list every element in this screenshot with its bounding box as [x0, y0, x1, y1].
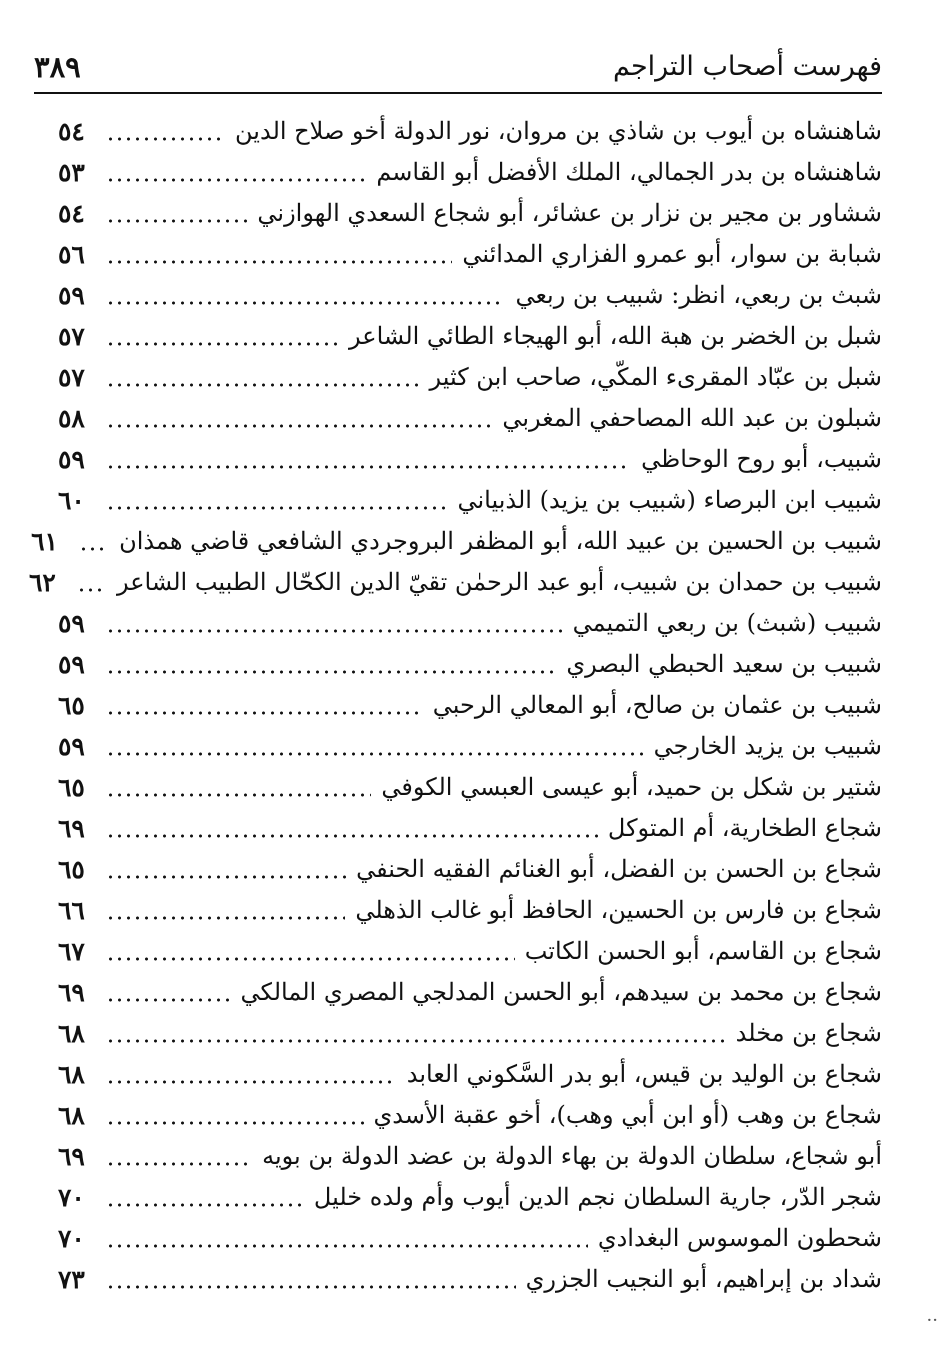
dot-leader: [106, 1282, 516, 1292]
entry-name: شبيب (شبث) بن ربعي التميمي: [572, 609, 882, 637]
entry-name: شبيب بن عثمان بن صالح، أبو المعالي الرحبي: [432, 691, 882, 719]
entry-page-number: ٥٨: [58, 404, 85, 433]
entry-page-number: ٦٨: [58, 1101, 85, 1130]
entry-name: شبث بن ربعي، انظر: شبيب بن ربعي: [515, 281, 882, 309]
index-entry: [58, 972, 882, 1013]
entry-name: شجر الدّر، جارية السلطان نجم الدين أيوب وأم ولده خليل: [313, 1183, 882, 1211]
dot-leader: [106, 1118, 364, 1128]
entry-page-number: ٦٨: [58, 1019, 85, 1048]
index-entry: [58, 1218, 882, 1259]
index-entry: [58, 111, 882, 152]
index-entry: [58, 890, 882, 931]
entry-name: شاهنشاه بن أيوب بن شاذي بن مروان، نور الدولة أخو صلاح الدين: [235, 117, 882, 145]
index-entry: [58, 931, 882, 972]
index-entry: [58, 316, 882, 357]
index-list: [28, 111, 882, 1300]
entry-page-number: ٥٩: [58, 281, 85, 310]
entry-page-number: ٥٤: [58, 117, 85, 146]
entry-page-number: ٥٧: [58, 363, 85, 392]
entry-page-number: ٦٩: [58, 978, 85, 1007]
entry-page-number: ٦٥: [58, 855, 85, 884]
entry-name: شبل بن الخضر بن هبة الله، أبو الهيجاء الطائي الشاعر: [349, 322, 882, 350]
entry-name: شبيب ابن البرصاء (شبيب بن يزيد) الذبياني: [457, 486, 882, 514]
entry-page-number: ٦٧: [58, 937, 85, 966]
dot-leader: [106, 462, 631, 472]
entry-page-number: ٧٠: [58, 1224, 85, 1253]
page-header: [34, 40, 882, 94]
dot-leader: [106, 749, 644, 759]
entry-name: شبل بن عبّاد المقرىء المكّي، صاحب ابن كثير: [429, 363, 882, 391]
dot-leader: [106, 1241, 588, 1251]
index-entry: [58, 193, 882, 234]
entry-page-number: ٦١: [31, 527, 58, 556]
running-title: فهرست أصحاب التراجم: [613, 51, 882, 82]
entry-name: أبو شجاع، سلطان الدولة بن بهاء الدولة بن عضد الدولة بن بويه: [262, 1142, 882, 1170]
entry-page-number: ٧٣: [58, 1265, 85, 1294]
entry-page-number: ٦٩: [58, 1142, 85, 1171]
dot-leader: [106, 831, 598, 841]
entry-name: شبيب بن يزيد الخارجي: [653, 732, 882, 760]
entry-page-number: ٦٨: [58, 1060, 85, 1089]
index-entry: [58, 1177, 882, 1218]
entry-page-number: ٥٩: [58, 609, 85, 638]
index-entry: [58, 726, 882, 767]
index-entry: [58, 1013, 882, 1054]
index-entry: [58, 1136, 882, 1177]
entry-page-number: ٥٩: [58, 650, 85, 679]
index-entry: [58, 767, 882, 808]
entry-page-number: ٦٢: [28, 568, 56, 597]
dot-leader: [106, 626, 563, 636]
index-entry: [58, 1095, 882, 1136]
dot-leader: [79, 544, 109, 554]
dot-leader: [106, 872, 346, 882]
dot-leader: [106, 954, 515, 964]
entry-page-number: ٥٧: [58, 322, 85, 351]
entry-page-number: ٥٩: [58, 732, 85, 761]
dot-leader: [106, 257, 452, 267]
dot-leader: [77, 585, 107, 595]
index-entry: [28, 562, 882, 603]
dot-leader: [106, 708, 423, 718]
index-entry: [58, 480, 882, 521]
index-entry: [58, 685, 882, 726]
entry-name: شبلون بن عبد الله المصاحفي المغربي: [502, 404, 882, 432]
entry-name: شبيب بن سعيد الحبطي البصري: [566, 650, 882, 678]
dot-leader: [106, 175, 366, 185]
entry-page-number: ٦٠: [58, 486, 85, 515]
entry-page-number: ٥٤: [58, 199, 85, 228]
entry-page-number: ٥٦: [58, 240, 85, 269]
entry-page-number: ٧٠: [58, 1183, 85, 1212]
index-entry: [58, 275, 882, 316]
entry-page-number: ٥٩: [58, 445, 85, 474]
index-entry: [58, 849, 882, 890]
index-entry: [58, 152, 882, 193]
entry-name: شجاع الطخارية، أم المتوكل: [607, 814, 882, 842]
entry-name: شجاع بن فارس بن الحسين، الحافظ أبو غالب الذهلي: [355, 896, 882, 924]
entry-name: شتير بن شكل بن حميد، أبو عيسى العبسي الكوفي: [381, 773, 882, 801]
entry-page-number: ٦٥: [58, 773, 85, 802]
entry-page-number: ٦٦: [58, 896, 85, 925]
dot-leader: [106, 134, 225, 144]
entry-name: شجاع بن وهب (أو ابن أبي وهب)، أخو عقبة الأسدي: [373, 1101, 882, 1129]
dot-leader: [106, 216, 247, 226]
index-entry: [58, 1054, 882, 1095]
index-entry: [58, 398, 882, 439]
entry-name: شبابة بن سوار، أبو عمرو الفزاري المدائني: [462, 240, 882, 268]
entry-page-number: ٦٩: [58, 814, 85, 843]
entry-page-number: ٦٥: [58, 691, 85, 720]
entry-name: شبيب بن الحسين بن عبيد الله، أبو المظفر البروجردي الشافعي قاضي همذان: [119, 527, 882, 555]
entry-name: شجاع بن الوليد بن قيس، أبو بدر السَّكوني العابد: [406, 1060, 882, 1088]
entry-name: شجاع بن الحسن بن الفضل، أبو الغنائم الفقيه الحنفي: [356, 855, 882, 883]
entry-name: شجاع بن القاسم، أبو الحسن الكاتب: [524, 937, 882, 965]
index-entry: [58, 1259, 882, 1300]
entry-name: شبيب، أبو روح الوحاظي: [641, 445, 882, 473]
page-number: ٣٨٩: [34, 50, 81, 84]
index-entry: [58, 808, 882, 849]
index-entry: [31, 521, 882, 562]
dot-leader: [106, 1077, 397, 1087]
dot-leader: [106, 1036, 726, 1046]
edge-mark: ··: [926, 1310, 938, 1331]
dot-leader: [106, 339, 339, 349]
index-entry: [58, 234, 882, 275]
entry-name: شداد بن إبراهيم، أبو النجيب الجزري: [525, 1265, 882, 1293]
index-entry: [58, 357, 882, 398]
entry-name: شاهنشاه بن بدر الجمالي، الملك الأفضل أبو القاسم: [376, 158, 882, 186]
entry-name: شبيب بن حمدان بن شبيب، أبو عبد الرحمٰن تقيّ الدين الكحّال الطبيب الشاعر: [116, 568, 882, 596]
index-entry: [58, 644, 882, 685]
dot-leader: [106, 790, 371, 800]
index-entry: [58, 439, 882, 480]
entry-name: شحطون الموسوس البغدادي: [597, 1224, 882, 1252]
entry-page-number: ٥٣: [58, 158, 85, 187]
dot-leader: [106, 913, 345, 923]
entry-name: شجاع بن مخلد: [735, 1019, 882, 1047]
dot-leader: [106, 421, 492, 431]
entry-name: ششاور بن مجير بن نزار بن عشائر، أبو شجاع السعدي الهوازني: [257, 199, 882, 227]
dot-leader: [106, 298, 505, 308]
dot-leader: [106, 380, 420, 390]
dot-leader: [106, 503, 447, 513]
entry-name: شجاع بن محمد بن سيدهم، أبو الحسن المدلجي المصري المالكي: [240, 978, 882, 1006]
dot-leader: [106, 1200, 304, 1210]
dot-leader: [106, 667, 556, 677]
dot-leader: [106, 995, 230, 1005]
dot-leader: [106, 1159, 252, 1169]
index-entry: [58, 603, 882, 644]
